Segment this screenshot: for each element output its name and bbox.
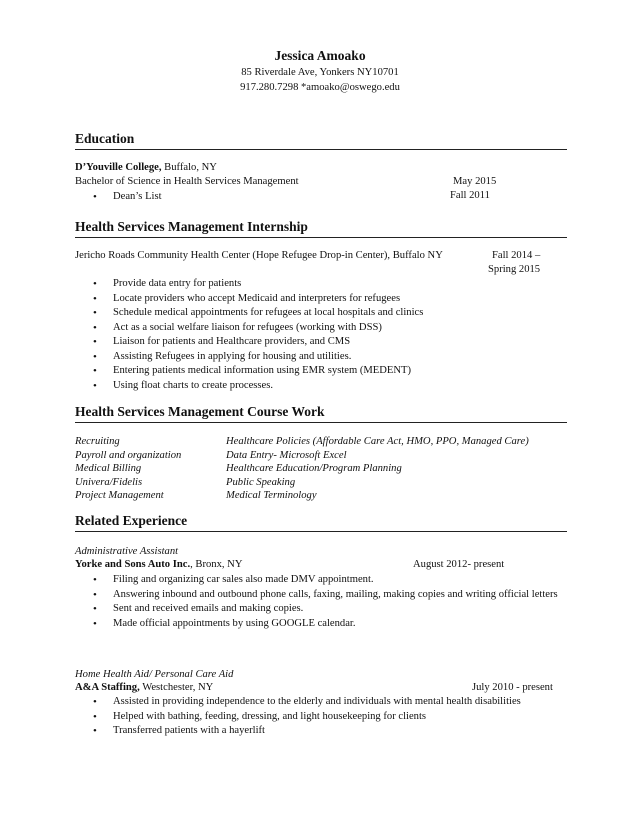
internship-date-end: Spring 2015 — [488, 264, 541, 275]
coursework-row — [75, 463, 565, 477]
school-name: D’Youville College, — [75, 162, 162, 173]
list-item: • Act as a social welfare liaison for refugees (working with DSS) — [75, 321, 565, 336]
section-heading-coursework: Health Services Management Course Work — [75, 404, 567, 423]
list-item: • Assisting Refugees in applying for housing and utilities. — [75, 350, 565, 365]
job-date: July 2010 - present — [472, 682, 553, 693]
school-location: Buffalo, NY — [161, 162, 217, 173]
course-right: Healthcare Education/Program Planning — [226, 463, 402, 475]
address: 85 Riverdale Ave, Yonkers NY10701 — [241, 67, 399, 78]
list-item: • Answering inbound and outbound phone calls, faxing, mailing, making copies and writing official letters — [75, 588, 565, 603]
course-left: Project Management — [75, 490, 164, 502]
internship-organization: Jericho Roads Community Health Center (Hope Refugee Drop-in Center), Buffalo NY — [75, 250, 443, 261]
employer-name: A&A Staffing, — [75, 682, 140, 693]
applicant-name: Jessica Amoako — [274, 48, 366, 63]
job-title: Home Health Aid/ Personal Care Aid — [75, 669, 234, 680]
coursework-row — [75, 450, 565, 464]
section-heading-internship: Health Services Management Internship — [75, 219, 567, 238]
course-right: Healthcare Policies (Affordable Care Act, HMO, PPO, Managed Care) — [226, 436, 529, 447]
list-item: • Made official appointments by using GOOGLE calendar. — [75, 617, 565, 632]
job-employer-line — [75, 682, 213, 693]
course-left: Univera/Fidelis — [75, 476, 143, 488]
coursework-table — [75, 436, 565, 504]
list-item: • Helped with bathing, feeding, dressing, and light housekeeping for clients — [75, 710, 565, 725]
internship-date-start: Fall 2014 – — [492, 250, 541, 261]
coursework-row — [75, 477, 565, 491]
school-line — [75, 162, 217, 173]
list-item: • Using float charts to create processes. — [75, 379, 565, 394]
degree: Bachelor of Science in Health Services Management — [75, 176, 299, 187]
education-honors-list — [75, 190, 565, 205]
list-item: • Schedule medical appointments for refugees at local hospitals and clinics — [75, 306, 565, 321]
internship-duties-list — [75, 277, 565, 393]
section-heading-education: Education — [75, 131, 567, 150]
course-right: Data Entry- Microsoft Excel — [226, 449, 347, 461]
degree-date: May 2015 — [453, 176, 497, 187]
section-heading-experience: Related Experience — [75, 513, 567, 532]
job-employer-line — [75, 559, 242, 570]
list-item: • Provide data entry for patients — [75, 277, 565, 292]
list-item: • Dean’s List — [75, 190, 565, 205]
honor-date: Fall 2011 — [450, 190, 490, 201]
list-item: • Assisted in providing independence to the elderly and individuals with mental health disabilities — [75, 695, 565, 710]
list-item: • Locate providers who accept Medicaid and interpreters for refugees — [75, 292, 565, 307]
coursework-row — [75, 490, 565, 504]
job-title: Administrative Assistant — [75, 546, 179, 557]
contact-info: 917.280.7298 *amoako@oswego.edu — [240, 82, 400, 93]
list-item: • Liaison for patients and Healthcare providers, and CMS — [75, 335, 565, 350]
list-item: • Transferred patients with a hayerlift — [75, 724, 565, 739]
list-item: • Sent and received emails and making copies. — [75, 602, 565, 617]
list-item: • Entering patients medical information using EMR system (MEDENT) — [75, 364, 565, 379]
coursework-row — [75, 436, 565, 450]
employer-location: , Bronx, NY — [190, 559, 243, 570]
job-date: August 2012- present — [413, 559, 505, 570]
employer-name: Yorke and Sons Auto Inc. — [75, 559, 191, 570]
course-left: Payroll and organization — [75, 449, 182, 461]
job-duties-list — [75, 573, 565, 631]
job-duties-list — [75, 695, 565, 739]
employer-location: Westchester, NY — [139, 682, 214, 693]
course-right: Medical Terminology — [226, 490, 317, 502]
course-left: Recruiting — [75, 436, 120, 447]
list-item: • Filing and organizing car sales also made DMV appointment. — [75, 573, 565, 588]
course-left: Medical Billing — [75, 463, 142, 475]
course-right: Public Speaking — [226, 476, 296, 488]
